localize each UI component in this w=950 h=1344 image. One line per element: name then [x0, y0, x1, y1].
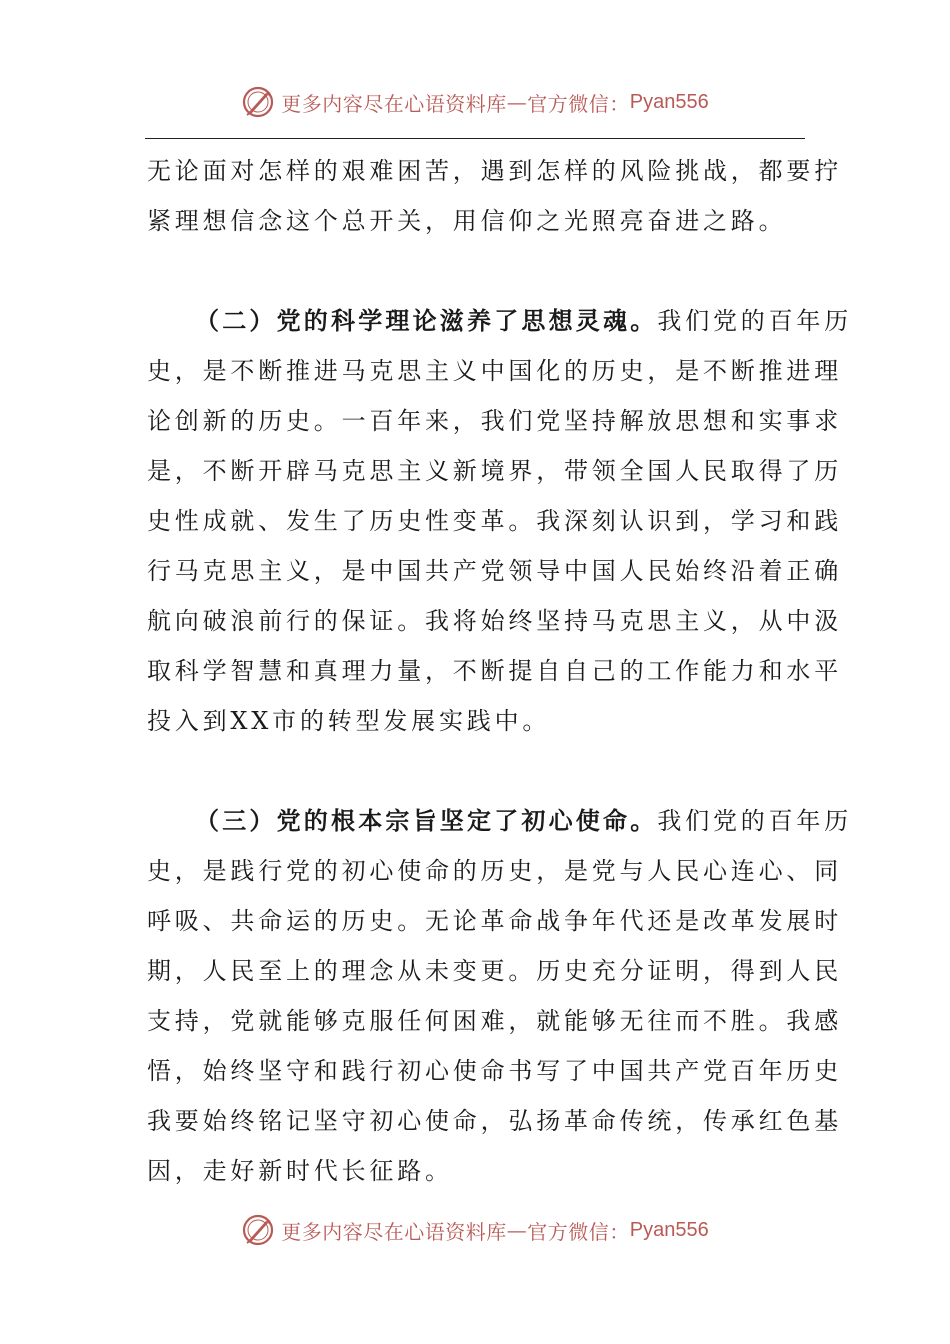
paragraph-3-line-3: 呼吸、共命运的历史。无论革命战争年代还是改革发展时 — [147, 907, 842, 935]
paragraph-3-line-4: 期，人民至上的理念从未变更。历史充分证明，得到人民 — [147, 957, 842, 985]
paragraph-3-line-8: 因，走好新时代长征路。 — [147, 1157, 453, 1185]
banner-title: 更多内容尽在心语资料库 — [281, 91, 507, 116]
banner-wechat-label: 官方微信： — [527, 1219, 630, 1244]
section-heading-2: （二）党的科学理论滋养了思想灵魂。 — [195, 307, 658, 335]
banner-wechat-label: 官方微信： — [527, 91, 630, 116]
header-divider — [145, 138, 805, 139]
paragraph-1-line-2: 紧理想信念这个总开关，用信仰之光照亮奋进之路。 — [147, 207, 787, 235]
paragraph-3-line-7: 我要始终铭记坚守初心使命，弘扬革命传统，传承红色基 — [147, 1107, 842, 1135]
body-text — [147, 146, 853, 1196]
paragraph-2-line-6: 行马克思主义，是中国共产党领导中国人民始终沿着正确 — [147, 557, 842, 585]
paragraph-2-line-8: 取科学智慧和真理力量，不断提自自己的工作能力和水平 — [147, 657, 842, 685]
paragraph-3-line-5: 支持，党就能够克服任何困难，就能够无往而不胜。我感 — [147, 1007, 842, 1035]
banner-title: 更多内容尽在心语资料库 — [281, 1219, 507, 1244]
banner-wechat-id: Pyan556 — [629, 90, 709, 113]
paragraph-2-line-9: 投入到XX市的转型发展实践中。 — [147, 707, 551, 735]
paragraph-1-line-1: 无论面对怎样的艰难困苦，遇到怎样的风险挑战，都要拧 — [147, 157, 842, 185]
paragraph-2-line-1 — [147, 296, 853, 346]
paragraph-2-line-3: 论创新的历史。一百年来，我们党坚持解放思想和实事求 — [147, 407, 842, 435]
banner-separator: — — [506, 90, 528, 114]
footer-banner — [0, 1210, 950, 1250]
banner-wechat-id: Pyan556 — [629, 1218, 709, 1241]
paragraph-3-line-1-rest: 我们党的百年历 — [657, 807, 853, 835]
paragraph-2-line-4: 是，不断开辟马克思主义新境界，带领全国人民取得了历 — [147, 457, 842, 485]
paragraph-2-line-5: 史性成就、发生了历史性变革。我深刻认识到，学习和践 — [147, 507, 842, 535]
paragraph-2-line-7: 航向破浪前行的保证。我将始终坚持马克思主义，从中汲 — [147, 607, 842, 635]
paragraph-2-line-1-rest: 我们党的百年历 — [657, 307, 853, 335]
banner-separator: — — [506, 1218, 528, 1242]
paragraph-2-line-2: 史，是不断推进马克思主义中国化的历史，是不断推进理 — [147, 357, 842, 385]
paragraph-3-line-2: 史，是践行党的初心使命的历史，是党与人民心连心、同 — [147, 857, 842, 885]
paragraph-3-line-6: 悟，始终坚守和践行初心使命书写了中国共产党百年历史 — [147, 1057, 842, 1085]
section-heading-3: （三）党的根本宗旨坚定了初心使命。 — [195, 807, 658, 835]
quill-pen-logo-icon — [241, 1213, 275, 1247]
quill-pen-logo-icon — [241, 85, 275, 119]
paragraph-3-line-1 — [147, 796, 853, 846]
header-banner — [0, 82, 950, 122]
